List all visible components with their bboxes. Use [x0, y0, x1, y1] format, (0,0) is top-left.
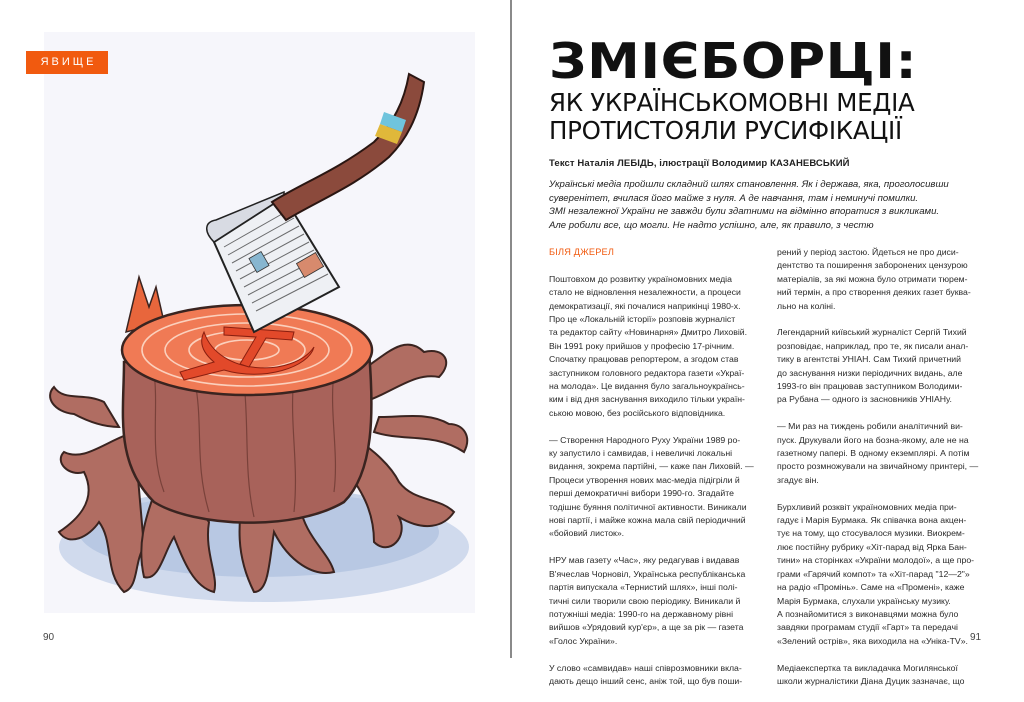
paragraph [777, 501, 989, 648]
text-line: вийшов «Урядовий кур'єр», а ще за рік — газета [549, 622, 744, 633]
text-line: пуск. Друкували його на бозна-якому, але не на [777, 434, 969, 445]
page-number-right: 91 [970, 632, 982, 643]
paragraph [549, 554, 761, 648]
text-line: видання, зокрема партійні, — каже пан Лиховій. — [549, 461, 754, 472]
text-line: Легендарний київський журналіст Сергій Тихий [777, 327, 967, 338]
text-line: перші демократичні вибори 1990-го. Згадайте [549, 488, 734, 499]
lead-line: ЗМІ незалежної України не завжди були здатними на відмінно впоратися з викликами. [549, 206, 940, 218]
text-line: тодішнє буяння політичної активности. Виникали [549, 501, 747, 512]
text-line: дають дещо інший сенс, аніж той, що був поши- [549, 675, 743, 686]
text-line: — Ми раз на тиждень робили аналітичний ви- [777, 421, 963, 432]
text-line: Про це «Локальній історії» розповів журналіст [549, 314, 736, 324]
text-line: Він 1991 року прийшов у професію 17-річним. [549, 340, 735, 351]
text-line: — Створення Народного Руху України 1989 ро- [549, 434, 741, 445]
text-line: тичні сили творили свою періодику. Виникали й [549, 595, 741, 606]
text-line: розповідає, наприклад, про те, як писали анал- [777, 340, 969, 351]
text-line: на радіо «Промінь». Саме на «Промені», каже [777, 582, 965, 593]
text-line: гадує і Марія Бурмака. Як співачка вона акцен- [777, 515, 967, 526]
text-line: тику в агентстві УНІАН. Сам Тихий причетний [777, 354, 961, 365]
byline: Текст Наталія ЛЕБІДЬ, ілюстрації Володимир КАЗАНЕВСЬКИЙ [549, 158, 850, 169]
lead-line: Але робили все, що могли. Не надто успішно, але, як правило, з честю [549, 219, 874, 231]
text-line: ким і від дня заснування виходило тільки україн- [549, 394, 745, 405]
text-line: завдяки програмам студії «Гарт» та передачі [777, 622, 958, 633]
text-line: льно на коліні. [777, 300, 836, 311]
paragraph [777, 326, 989, 406]
paragraph [549, 434, 761, 541]
text-line: ний термін, а про створення деяких газет буква- [777, 287, 971, 298]
text-line: «Зелений острів», яка виходила на «Уніка-TV». [777, 635, 968, 646]
text-line: та редактор сайту «Новинарня» Дмитро Лиховій. [549, 327, 748, 338]
text-line: на молода». Це видання було загальноукраїнсь- [549, 381, 745, 392]
text-line: лює постійну рубрику «Хіт-парад від Ярка Бан- [777, 541, 967, 552]
lead-line: суверенітет, вчилася його майже з нуля. А де навчання, там і неминучі помилки. [549, 192, 919, 204]
text-line: потужніші медіа: 1990-го на державному рівні [549, 608, 734, 619]
text-line: Процеси утворення нових мас-медіа підігріли й [549, 474, 740, 485]
article-title: ЗМІЄБОРЦІ: [549, 33, 918, 90]
text-line: ською мовою, без російського відповідника. [549, 407, 726, 418]
text-line: ку запустило і самвидав, і невеличкі локальні [549, 448, 733, 459]
page-number-left: 90 [43, 632, 55, 643]
text-line: «бойовий листок». [549, 528, 625, 539]
illustration [44, 32, 475, 613]
paragraph [777, 246, 989, 313]
text-line: Марія Бурмака, слухали українську музику. [777, 595, 951, 606]
subtitle-line: ЯК УКРАЇНСЬКОМОВНІ МЕДІА [549, 88, 915, 117]
article-subtitle [549, 89, 915, 145]
text-line: заступником головного редактора газети «Украї- [549, 367, 745, 378]
text-line: А познайомитися з виконавцями можна було [777, 608, 959, 619]
text-line: «Голос України». [549, 635, 618, 646]
text-line: тини» на сторінках «України молодої», а ще про- [777, 555, 975, 566]
text-line: 1993-го він працював заступником Володими- [777, 381, 963, 392]
subtitle-line: ПРОТИСТОЯЛИ РУСИФІКАЦІЇ [549, 116, 902, 145]
text-line: нові партії, і майже кожна мала свій періодичний [549, 515, 746, 526]
text-line: матеріалів, за які можна було отримати тюрем- [777, 273, 968, 284]
text-line: ра Рубана — одного із засновників УНІАНу. [777, 394, 952, 405]
text-line: У слово «самвидав» наші співрозмовники вкла- [549, 662, 742, 673]
axe-stump-illustration [44, 32, 475, 613]
paragraph [549, 273, 761, 420]
text-line: В'ячеслав Чорновіл, Українська республіканська [549, 568, 746, 579]
text-line: Медіаекспертка та викладачка Могилянської [777, 662, 958, 673]
text-line: школи журналістики Діана Дуцик зазначає, що [777, 675, 965, 686]
lead-paragraph [549, 178, 969, 232]
body-column-2 [777, 246, 989, 702]
text-line: дентство та поширення заборонених цензурою [777, 260, 968, 271]
text-line: тує на тому, що стосувалося музики. Виокрем- [777, 528, 965, 539]
paragraph [549, 662, 761, 689]
text-line: рений у період застою. Йдеться не про диси- [777, 247, 959, 257]
left-page [0, 0, 511, 658]
paragraph [777, 420, 989, 487]
text-line: Бурхливий розквіт україномовних медіа при- [777, 501, 957, 512]
section-tag: ЯВИЩЕ [26, 51, 108, 74]
text-line: Поштовхом до розвитку україномовних медіа [549, 273, 732, 284]
paragraph [777, 662, 989, 689]
text-line: демократизації, які почалися наприкінці 1980-х. [549, 300, 741, 311]
section-heading: БІЛЯ ДЖЕРЕЛ [549, 247, 615, 257]
text-line: НРУ мав газету «Час», яку редагував і видавав [549, 555, 740, 566]
text-line: Спочатку працював репортером, а згодом став [549, 354, 739, 365]
body-column-1 [549, 246, 761, 702]
text-line: стало не відновлення незалежности, а процеси [549, 287, 741, 298]
text-line: до заснування низки періодичних видань, але [777, 367, 963, 378]
text-line: просто розмножували на звичайному принтері, — [777, 461, 979, 472]
text-line: згадує він. [777, 474, 819, 485]
text-line: партія випускала «Тернистий шлях», інші полі- [549, 582, 738, 593]
text-line: грами «Гарячий компот» та «Хіт-парад "12—2"» [777, 568, 970, 579]
lead-line: Українські медіа пройшли складний шлях становлення. Як і держава, яка, проголосивши [549, 179, 949, 190]
text-line: газетному папері. В одному екземплярі. А потім [777, 448, 970, 459]
